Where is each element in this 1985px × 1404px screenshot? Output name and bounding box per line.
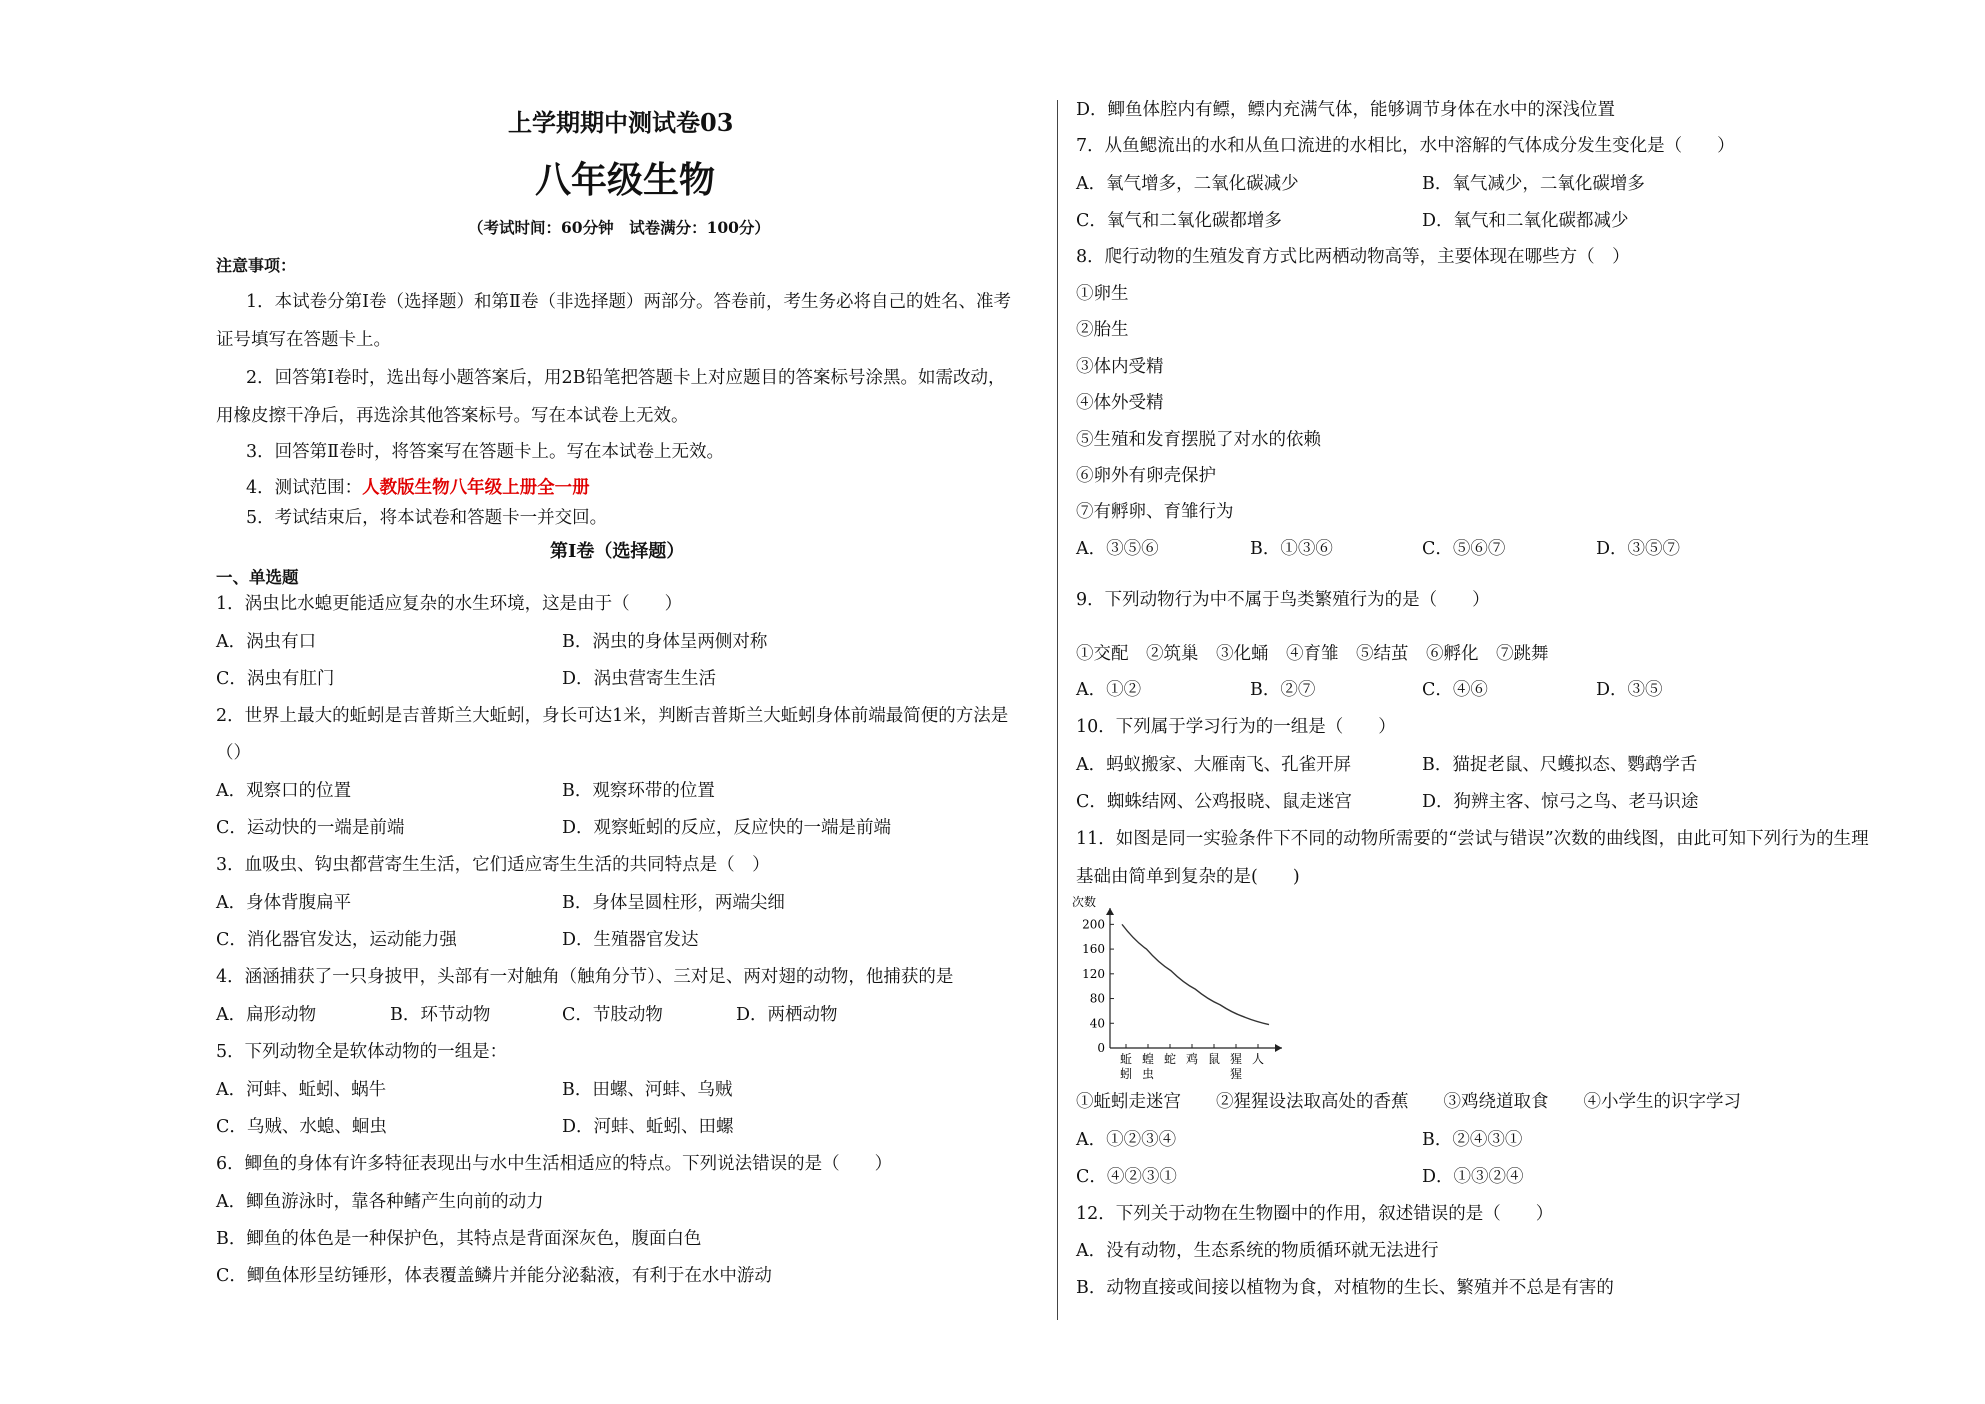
q9-stem: 9．下列动物行为中不属于鸟类繁殖行为的是（ ） bbox=[1076, 590, 1490, 610]
chart-category-label: 鸡 bbox=[1185, 1052, 1199, 1066]
note-3: 3．回答第Ⅱ卷时，将答案写在答题卡上。写在本试卷上无效。 bbox=[246, 442, 725, 462]
q4-option-d: D．两栖动物 bbox=[736, 1005, 838, 1025]
q12-option-a: A．没有动物，生态系统的物质循环就无法进行 bbox=[1076, 1241, 1439, 1261]
chart-x-axis-arrow bbox=[1275, 1044, 1282, 1052]
note-4-scope: 人教版生物八年级上册全一册 bbox=[362, 478, 590, 498]
q9-option-b: B．②⑦ bbox=[1250, 680, 1316, 700]
chart-y-tick-label: 40 bbox=[1089, 1016, 1105, 1031]
q6-stem: 6．鲫鱼的身体有许多特征表现出与水中生活相适应的特点。下列说法错误的是（ ） bbox=[216, 1154, 893, 1174]
q12-option-b: B．动物直接或间接以植物为食，对植物的生长、繁殖并不总是有害的 bbox=[1076, 1278, 1614, 1298]
q10-option-b: B．猫捉老鼠、尺蠖拟态、鹦鹉学舌 bbox=[1422, 755, 1698, 775]
chart-category-label: 猩 bbox=[1229, 1067, 1243, 1081]
chart-y-label: 次数 bbox=[1072, 895, 1097, 909]
right-column bbox=[1060, 0, 1985, 1404]
q9-items: ①交配 ②筑巢 ③化蛹 ④育雏 ⑤结茧 ⑥孵化 ⑦跳舞 bbox=[1076, 644, 1549, 664]
column-divider bbox=[1057, 100, 1058, 1320]
part-title: 一、单选题 bbox=[216, 568, 299, 587]
q3-option-d: D．生殖器官发达 bbox=[562, 930, 699, 950]
note-5: 5．考试结束后，将本试卷和答题卡一并交回。 bbox=[246, 508, 608, 528]
q8-option-b: B．①③⑥ bbox=[1250, 539, 1333, 559]
q8-item-4: ④体外受精 bbox=[1076, 393, 1164, 413]
q3-stem: 3．血吸虫、钩虫都营寄生生活，它们适应寄生生活的共同特点是（ ） bbox=[216, 855, 770, 875]
q8-item-3: ③体内受精 bbox=[1076, 357, 1164, 377]
q5-option-c: C．乌贼、水螅、蛔虫 bbox=[216, 1117, 387, 1137]
q5-option-a: A．河蚌、蚯蚓、蜗牛 bbox=[216, 1080, 387, 1100]
note-1-line-2: 证号填写在答题卡上。 bbox=[216, 330, 391, 350]
q7-stem: 7．从鱼鳃流出的水和从鱼口流进的水相比，水中溶解的气体成分发生变化是（ ） bbox=[1076, 136, 1735, 156]
chart-series-line bbox=[1122, 924, 1269, 1024]
q5-option-b: B．田螺、河蚌、乌贼 bbox=[562, 1080, 733, 1100]
q9-option-a: A．①② bbox=[1076, 680, 1142, 700]
note-4 bbox=[246, 476, 590, 500]
chart-category-label: 虫 bbox=[1141, 1067, 1155, 1081]
q7-option-b: B．氧气减少，二氧化碳增多 bbox=[1422, 174, 1645, 194]
q11-stem-line-2: 基础由简单到复杂的是( ) bbox=[1076, 867, 1300, 887]
q4-option-b: B．环节动物 bbox=[390, 1005, 491, 1025]
chart-category-label: 蚓 bbox=[1119, 1067, 1133, 1081]
note-2-line-1: 2．回答第Ⅰ卷时，选出每小题答案后，用2B铅笔把答题卡上对应题目的答案标号涂黑。如需改动， bbox=[246, 368, 1006, 388]
q8-option-d: D．③⑤⑦ bbox=[1596, 539, 1681, 559]
q10-option-d: D．狗辨主客、惊弓之鸟、老马识途 bbox=[1422, 792, 1699, 812]
exam-info: （考试时间：60分钟 试卷满分：100分） bbox=[468, 218, 770, 237]
q2-stem-line-1: 2．世界上最大的蚯蚓是吉普斯兰大蚯蚓，身长可达1米，判断吉普斯兰大蚯蚓身体前端最简便的方法是 bbox=[216, 706, 1009, 726]
q6-option-c: C．鲫鱼体形呈纺锤形，体表覆盖鳞片并能分泌黏液，有利于在水中游动 bbox=[216, 1266, 772, 1286]
q4-stem: 4．涵涵捕获了一只身披甲，头部有一对触角（触角分节）、三对足、两对翅的动物，他捕获的是 bbox=[216, 967, 954, 987]
q3-option-b: B．身体呈圆柱形，两端尖细 bbox=[562, 893, 785, 913]
chart-category-label: 蚯 bbox=[1119, 1052, 1133, 1066]
chart-series bbox=[1122, 924, 1269, 1024]
trial-error-chart bbox=[1070, 892, 1300, 1092]
section-title: 第Ⅰ卷（选择题） bbox=[550, 541, 685, 562]
chart-category-label: 蛇 bbox=[1163, 1052, 1177, 1066]
q11-option-d: D．①③②④ bbox=[1422, 1167, 1524, 1187]
q11-stem-line-1: 11．如图是同一实验条件下不同的动物所需要的“尝试与错误”次数的曲线图，由此可知下列行为的生理 bbox=[1076, 829, 1869, 849]
q2-option-c: C．运动快的一端是前端 bbox=[216, 818, 405, 838]
q7-option-a: A．氧气增多，二氧化碳减少 bbox=[1076, 174, 1299, 194]
note-2-line-2: 用橡皮擦干净后，再选涂其他答案标号。写在本试卷上无效。 bbox=[216, 406, 689, 426]
exam-title: 上学期期中测试卷03 bbox=[508, 108, 734, 137]
q3-option-a: A．身体背腹扁平 bbox=[216, 893, 352, 913]
q8-item-7: ⑦有孵卵、育雏行为 bbox=[1076, 502, 1234, 522]
q5-stem: 5．下列动物全是软体动物的一组是： bbox=[216, 1042, 508, 1062]
chart-category-label: 鼠 bbox=[1207, 1052, 1221, 1066]
note-1-line-1: 1．本试卷分第Ⅰ卷（选择题）和第Ⅱ卷（非选择题）两部分。答卷前，考生务必将自己的姓名、准考 bbox=[246, 292, 1011, 312]
chart-y-tick-label: 80 bbox=[1089, 991, 1105, 1006]
q4-option-c: C．节肢动物 bbox=[562, 1005, 663, 1025]
q1-option-b: B．涡虫的身体呈两侧对称 bbox=[562, 632, 768, 652]
chart-category-label: 蝗 bbox=[1141, 1052, 1155, 1066]
q8-option-a: A．③⑤⑥ bbox=[1076, 539, 1159, 559]
q11-items: ①蚯蚓走迷宫 ②猩猩设法取高处的香蕉 ③鸡绕道取食 ④小学生的识字学习 bbox=[1076, 1092, 1741, 1112]
q6-option-a: A．鲫鱼游泳时，靠各种鳍产生向前的动力 bbox=[216, 1192, 544, 1212]
notes-heading: 注意事项： bbox=[216, 256, 297, 275]
q10-option-c: C．蜘蛛结网、公鸡报晓、鼠走迷宫 bbox=[1076, 792, 1352, 812]
q1-stem: 1．涡虫比水螅更能适应复杂的水生环境，这是由于（ ） bbox=[216, 594, 683, 614]
chart-y-tick-label: 160 bbox=[1082, 942, 1105, 957]
q2-option-b: B．观察环带的位置 bbox=[562, 781, 715, 801]
q8-stem: 8．爬行动物的生殖发育方式比两栖动物高等，主要体现在哪些方（ ） bbox=[1076, 247, 1630, 267]
q2-option-a: A．观察口的位置 bbox=[216, 781, 352, 801]
q2-stem-line-2: （） bbox=[216, 743, 251, 763]
chart-x-categories bbox=[1120, 1044, 1264, 1081]
chart-y-ticks bbox=[1082, 917, 1114, 1055]
chart-y-tick-label: 200 bbox=[1082, 917, 1105, 932]
q9-option-c: C．④⑥ bbox=[1422, 680, 1488, 700]
q1-option-c: C．涡虫有肛门 bbox=[216, 669, 335, 689]
chart-y-tick-label: 120 bbox=[1082, 966, 1105, 981]
q11-option-c: C．④②③① bbox=[1076, 1167, 1177, 1187]
q10-option-a: A．蚂蚁搬家、大雁南飞、孔雀开屏 bbox=[1076, 755, 1352, 775]
q11-option-b: B．②④③① bbox=[1422, 1130, 1523, 1150]
note-4-prefix: 4．测试范围： bbox=[246, 478, 363, 498]
q11-option-a: A．①②③④ bbox=[1076, 1130, 1177, 1150]
q1-option-a: A．涡虫有口 bbox=[216, 632, 317, 652]
q5-option-d: D．河蚌、蚯蚓、田螺 bbox=[562, 1117, 734, 1137]
q1-option-d: D．涡虫营寄生生活 bbox=[562, 669, 717, 689]
q12-stem: 12．下列关于动物在生物圈中的作用，叙述错误的是（ ） bbox=[1076, 1204, 1554, 1224]
q8-option-c: C．⑤⑥⑦ bbox=[1422, 539, 1506, 559]
q3-option-c: C．消化器官发达，运动能力强 bbox=[216, 930, 457, 950]
chart-y-tick-label: 0 bbox=[1097, 1041, 1105, 1055]
q8-item-2: ②胎生 bbox=[1076, 320, 1129, 340]
chart-category-label: 猩 bbox=[1229, 1052, 1243, 1066]
chart-y-axis-arrow bbox=[1106, 908, 1114, 915]
q8-item-5: ⑤生殖和发育摆脱了对水的依赖 bbox=[1076, 430, 1321, 450]
q6-option-b: B．鲫鱼的体色是一种保护色，其特点是背面深灰色，腹面白色 bbox=[216, 1229, 702, 1249]
q10-stem: 10．下列属于学习行为的一组是（ ） bbox=[1076, 717, 1396, 737]
q4-option-a: A．扁形动物 bbox=[216, 1005, 317, 1025]
q2-option-d: D．观察蚯蚓的反应，反应快的一端是前端 bbox=[562, 818, 892, 838]
chart-category-label: 人 bbox=[1251, 1052, 1265, 1066]
subject-title: 八年级生物 bbox=[535, 159, 716, 201]
q7-option-c: C．氧气和二氧化碳都增多 bbox=[1076, 211, 1282, 231]
q6-option-d: D．鲫鱼体腔内有鳔，鳔内充满气体，能够调节身体在水中的深浅位置 bbox=[1076, 100, 1616, 120]
q9-option-d: D．③⑤ bbox=[1596, 680, 1663, 700]
q7-option-d: D．氧气和二氧化碳都减少 bbox=[1422, 211, 1629, 231]
q8-item-6: ⑥卵外有卵壳保护 bbox=[1076, 466, 1216, 486]
q8-item-1: ①卵生 bbox=[1076, 284, 1129, 304]
